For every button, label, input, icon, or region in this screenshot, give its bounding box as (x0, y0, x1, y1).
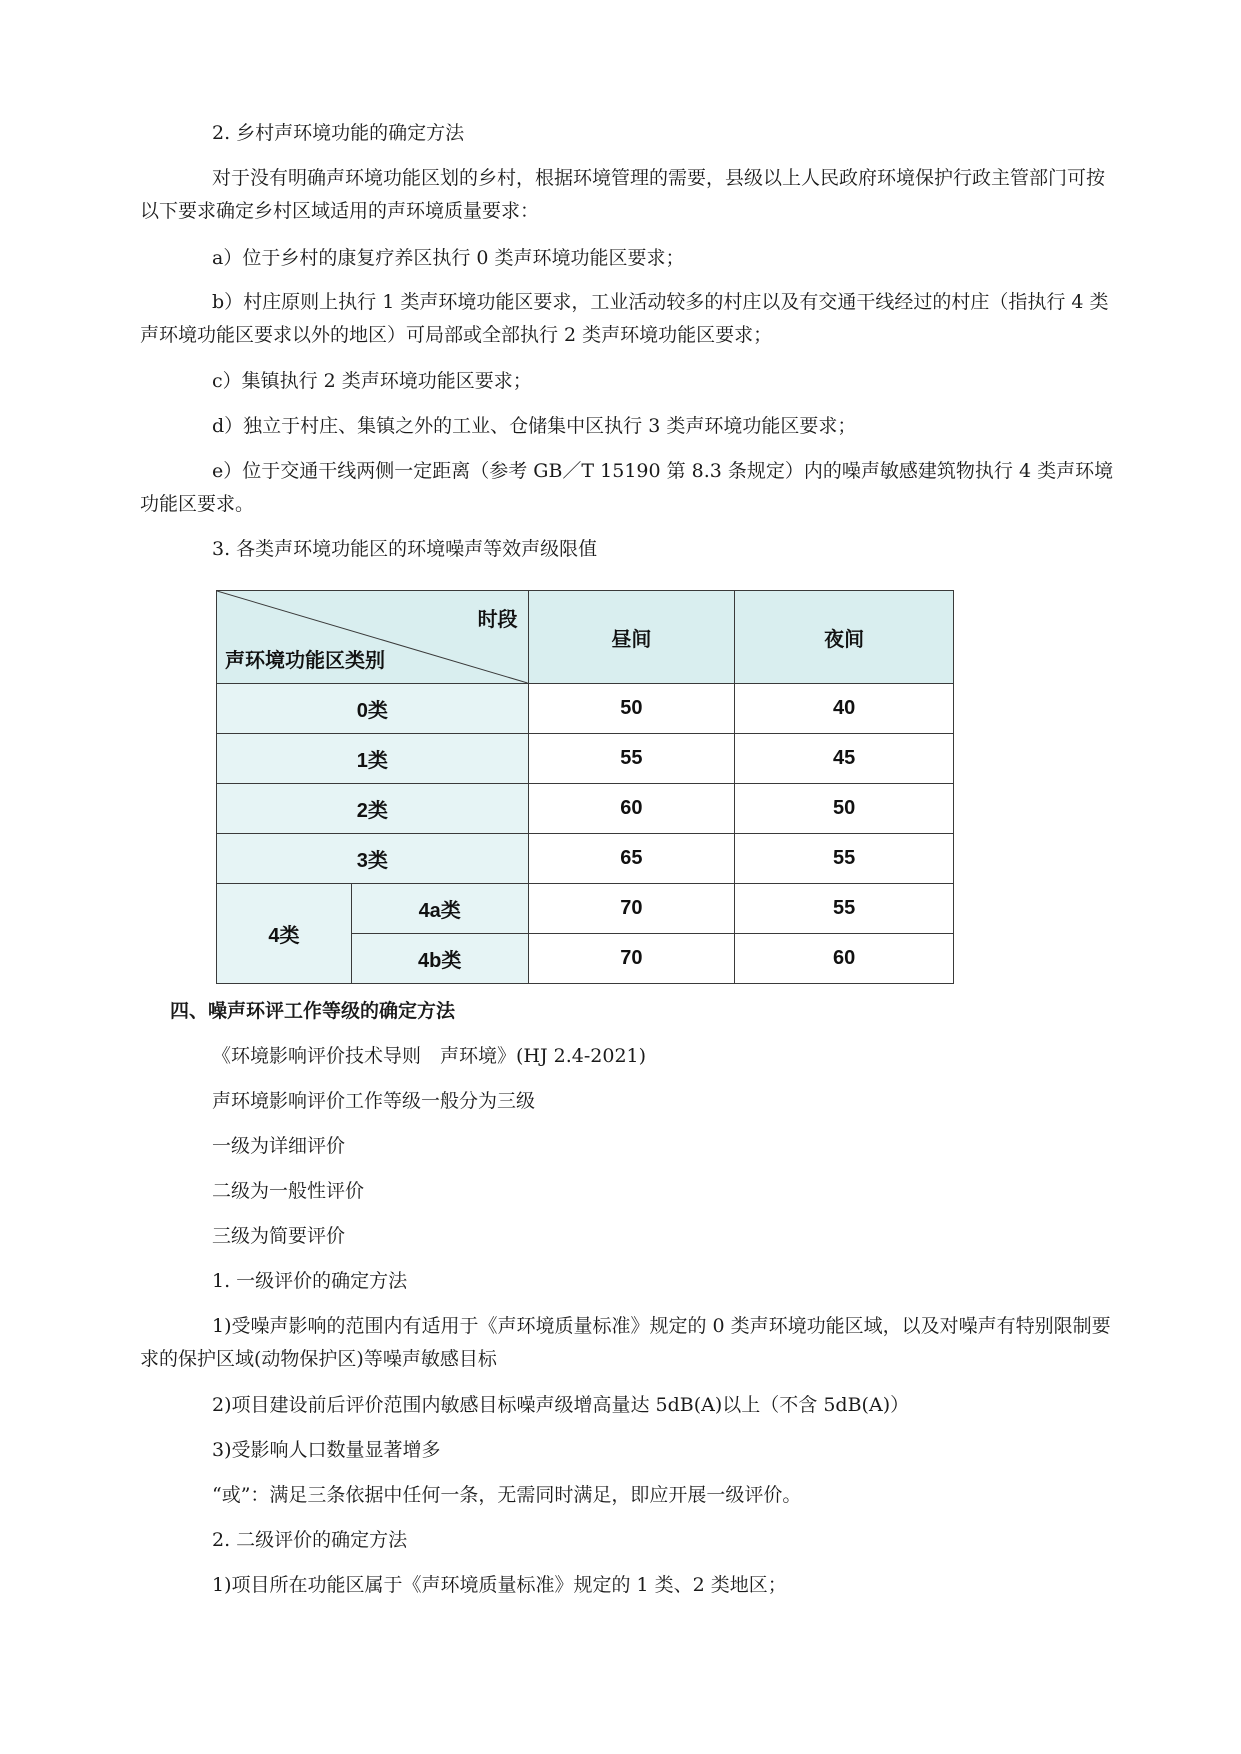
row-day-value: 55 (528, 734, 735, 784)
row-night-value: 50 (735, 784, 954, 834)
header-category-label: 声环境功能区类别 (225, 650, 385, 672)
row-day-value: 50 (528, 684, 735, 734)
rural-item-a: a）位于乡村的康复疗养区执行 0 类声环境功能区要求； (212, 247, 685, 269)
row-day-value: 70 (528, 934, 735, 984)
level2-item: 1)项目所在功能区属于《声环境质量标准》规定的 1 类、2 类地区； (212, 1574, 787, 1596)
rural-heading: 2. 乡村声环境功能的确定方法 (212, 122, 465, 144)
row-category: 2类 (217, 784, 529, 834)
header-day: 昼间 (528, 591, 735, 684)
limits-heading: 3. 各类声环境功能区的环境噪声等效声级限值 (212, 538, 598, 560)
level1-item: 2)项目建设前后评价范围内敏感目标噪声级增高量达 5dB(A)以上（不含 5dB(A)） (212, 1394, 910, 1416)
row-category: 1类 (217, 734, 529, 784)
grade-line: 三级为简要评价 (212, 1225, 346, 1247)
grade-heading: 四、噪声环评工作等级的确定方法 (170, 1000, 456, 1022)
table-row (217, 734, 954, 784)
row-night-value: 55 (735, 884, 954, 934)
row-category-class4: 4类 (217, 884, 352, 984)
row-category: 0类 (217, 684, 529, 734)
level1-item: 1)受噪声影响的范围内有适用于《声环境质量标准》规定的 0 类声环境功能区域，以及对噪声有特别限制要求的保护区域(动物保护区)等噪声敏感目标 (140, 1315, 1111, 1370)
level1-note: “或”：满足三条依据中任何一条，无需同时满足，即应开展一级评价。 (212, 1484, 802, 1506)
rural-intro: 对于没有明确声环境功能区划的乡村，根据环境管理的需要，县级以上人民政府环境保护行政主管部门可按以下要求确定乡村区域适用的声环境质量要求： (140, 167, 1106, 222)
row-subcategory: 4a类 (351, 884, 528, 934)
level2-heading: 2. 二级评价的确定方法 (212, 1529, 408, 1551)
rural-item-e: e）位于交通干线两侧一定距离（参考 GB／T 15190 第 8.3 条规定）内的噪声敏感建筑物执行 4 类声环境功能区要求。 (140, 460, 1114, 515)
grade-line: 一级为详细评价 (212, 1135, 346, 1157)
header-night: 夜间 (735, 591, 954, 684)
row-night-value: 45 (735, 734, 954, 784)
guideline-title: 《环境影响评价技术导则 声环境》(HJ 2.4-2021) (212, 1045, 647, 1067)
header-period-label: 时段 (477, 609, 518, 631)
grade-line: 二级为一般性评价 (212, 1180, 365, 1202)
table-row (217, 884, 954, 934)
row-night-value: 55 (735, 834, 954, 884)
row-night-value: 40 (735, 684, 954, 734)
level1-item: 3)受影响人口数量显著增多 (212, 1439, 441, 1461)
row-subcategory: 4b类 (351, 934, 528, 984)
row-night-value: 60 (735, 934, 954, 984)
row-day-value: 65 (528, 834, 735, 884)
row-category: 3类 (217, 834, 529, 884)
table-row (217, 834, 954, 884)
level1-heading: 1. 一级评价的确定方法 (212, 1270, 408, 1292)
grade-line: 声环境影响评价工作等级一般分为三级 (212, 1090, 536, 1112)
noise-limit-table (216, 590, 954, 984)
table-header-row (217, 591, 954, 684)
rural-item-b: b）村庄原则上执行 1 类声环境功能区要求，工业活动较多的村庄以及有交通干线经过的村庄（指执行 4 类声环境功能区要求以外的地区）可局部或全部执行 2 类声环境功能区要求； (140, 291, 1109, 346)
row-day-value: 70 (528, 884, 735, 934)
rural-item-c: c）集镇执行 2 类声环境功能区要求； (212, 370, 532, 392)
row-day-value: 60 (528, 784, 735, 834)
table-row (217, 684, 954, 734)
rural-item-d: d）独立于村庄、集镇之外的工业、仓储集中区执行 3 类声环境功能区要求； (212, 415, 857, 437)
table-row (217, 784, 954, 834)
diagonal-header-cell (217, 591, 529, 684)
